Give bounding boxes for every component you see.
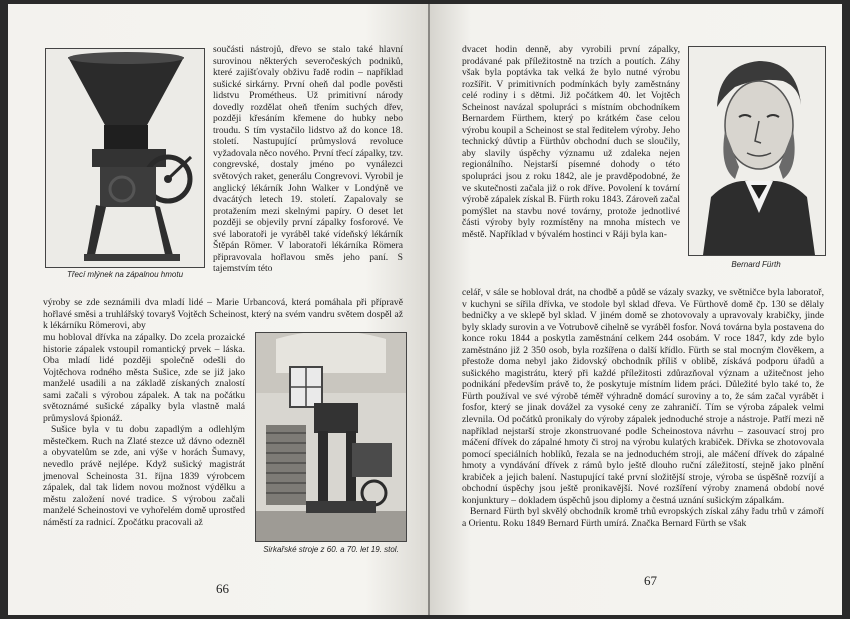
paragraph: mu hobloval dřívka na zápalky. Do zcela prozaické historie zápalek vstoupil romantický prvek – láska. Oba mladí lidé později společně odešli do Vojtěchova rodného města Sušice, zde se již jako manželé usadili a na základě získaných znalostí sami začali s výrobou zápalek. A tak na počátku světoznámé sušické zápalky byla vlastně malá průmyslová špionáž.	[43, 332, 245, 424]
paragraph: celář, v sále se hobloval drát, na chodbě a půdě se vázaly svazky, ve světničce byla laboratoř, v kuchyni se sířila dřívka, ve stodole byl sklad dřeva. Ve Fürthově domě čp. 130 se dělaly bedničky a ve sklepě byl sklad. V jiném domě se zhotovovaly a upravovaly krabičky, jinde byly sklady surovin a ve Votrubově cihelně se vyráběl fosfor. Nová továrna byla postavena do konce roku 1844 a poskytla zaměstnání celkem 244 osobám. V roce 1847, kdy zde bylo zaměstnáno již 2 350 osob, byla rozšířena o další křídlo. Fürth se stal mocným člověkem, a přestože doma nebyl jako židovský obchodník příliš v oblibě, získává podporu úřadů a sušického magistrátu, který při každé příležitosti zdůrazňoval význam a užitečnost jeho podnikání především právě to, že poskytuje místním lidem práci. Důležité bylo také to, že Fürth používal ve své výrobě téměř výhradně domácí suroviny a to, že sám začal vyrábět i fosfor, který se jinak dovážel za vysoké ceny ze zahraničí. Tím se výroba zápalek velmi zlevnila. Od počátků pronikaly do výroby zápalek jednoduché stroje a nástroje. Patří mezi ně například nejstarší stroje zkonstruované podle Scheinostova návrhu – zasouvací stroj pro máčení dřívek do zápalné hmoty či stroj na výrobu kulatých krabiček. Dřívka se zhotovovala pomocí speciálních hoblíků, řezala se na jednoduchém stroji, ale máčení dřívek do zápalné hmoty a vyndávání dřívek z rámů bylo ještě dlouho ruční záležitostí, stejně jako plnění krabiček a jejich balení. Nastupující také první složitější stroje, výroba se úspěšně rozvíjí a obchodní úspěchy jsou ještě pronikavější. Nové rozšíření výroby znamená období nové konjunktury – dokladem úspěchů jsou diplomy a čestná uznání sušickým zápalkám.	[462, 287, 824, 506]
right-page	[430, 4, 842, 615]
match-machines-photo	[255, 332, 407, 542]
left-text-fullwidth	[43, 297, 403, 332]
paragraph: dvacet hodin denně, aby vyrobili první zápalky, prodávané pak příležitostně na trzích a poutích. Záhy však byla poptávka tak velká že bylo nutné výrobu rozšířit. V primitivních podmínkách byly zaměstnány celé rodiny i s dětmi. Již počátkem 40. let Vojtěch Scheinost navázal spolupráci s místním obchodníkem Bernardem Fürthem, který po krátkém čase celou výrobu koupil a Scheinost se stal ředitelem výroby. Jeho technický důvtip a Fürthův obchodní duch se sloučily, aby slavily úspěchy významu už zdaleka nejen regionálního. Nejstarší písemné dohody o této spolupráci jsou z roku 1842, ale je pravděpodobné, že ve skutečnosti začala již o rok dříve. Povolení k tovární výrobě zápalek získal B. Fürth roku 1843. Zároveň začal pomýšlet na stavbu nové továrny, protože jednotlivé části výroby byly rozmístěny na mnoha místech ve městě. Například v bývalém hostinci v Ráji byla kan-	[462, 44, 680, 240]
match-mill-photo	[45, 48, 205, 268]
grinding-mill-illustration	[46, 49, 204, 267]
bernard-furth-portrait	[688, 46, 826, 256]
book-spread	[8, 4, 842, 615]
paragraph: Bernard Fürth byl skvělý obchodník kromě trhů evropských získal záhy řadu trhů v zámoří a Orientu. Roku 1849 Bernard Fürth umírá. Značka Bernard Fürth se však	[462, 506, 824, 529]
left-page	[8, 4, 428, 615]
machines-illustration	[256, 333, 406, 541]
page-number-left: 66	[216, 581, 229, 596]
left-text-bottom	[43, 332, 245, 528]
caption-portrait: Bernard Fürth	[731, 260, 781, 269]
portrait-illustration	[689, 47, 825, 255]
right-text-fullwidth	[462, 287, 824, 529]
page-number-right: 67	[644, 573, 657, 588]
left-text-top	[213, 44, 403, 275]
paragraph: výroby se zde seznámili dva mladí lidé – Marie Urbancová, která pomáhala při přípravě hořlavé směsi a truhlářský tovaryš Vojtěch Scheinost, který na svém vandru světem dospěl až k lékárníku Römerovi, aby	[43, 297, 403, 332]
right-text-top	[462, 44, 680, 240]
paragraph: součásti nástrojů, dřevo se stalo také hlavní surovinou některých severočeských podniků, které zajišťovaly obživu řadě rodin – například sušické sirkárny. První oheň dal podle pověsti lidstvu Prométheus. Už primitivní národy dovedly rozdělat oheň třením suchých dřev, později křesáním křemene do hubky nebo troudu. S tím vystačilo lidstvo až do konce 18. století. Nastupující průmyslová revoluce vyžadovala něco nového. První třecí zápalky, tzv. congrevské, dostaly jméno po vynálezci světových raket, generálu Congrevovi. Vyrobil je anglický lékárník John Walker v Londýně ve dvacátých letech 19. století. Zapalovaly se protažením mezi skelnými papíry. O deset let později se objevily první zápalky fosforové. Ve své laboratoři je vyráběl také vídeňský lékárník Štěpán Römer. V laboratoři lékárníka Römera připravovala hořlavou směs jeho paní. S tajemstvím této	[213, 44, 403, 275]
caption-machines: Sirkařské stroje z 60. a 70. let 19. stol.	[263, 545, 399, 554]
paragraph: Sušice byla v tu dobu zapadlým a odlehlým městečkem. Ruch na Zlaté stezce už dávno odezněl a obyvatelům se zde, ani výše v horách Šumavy, nevedlo právě nejlépe. Když sušický magistrát jmenoval Scheinosta 31. října 1839 výrobcem zápalek, dal tak lidem novou možnost výdělku a městu založení nové tradice. S výrobou začali manželé Scheinostovi ve vyhořelém domě uprostřed náměstí za radnicí. Zpočátku pracovali až	[43, 424, 245, 528]
caption-mill: Třecí mlýnek na zápalnou hmotu	[66, 270, 184, 279]
